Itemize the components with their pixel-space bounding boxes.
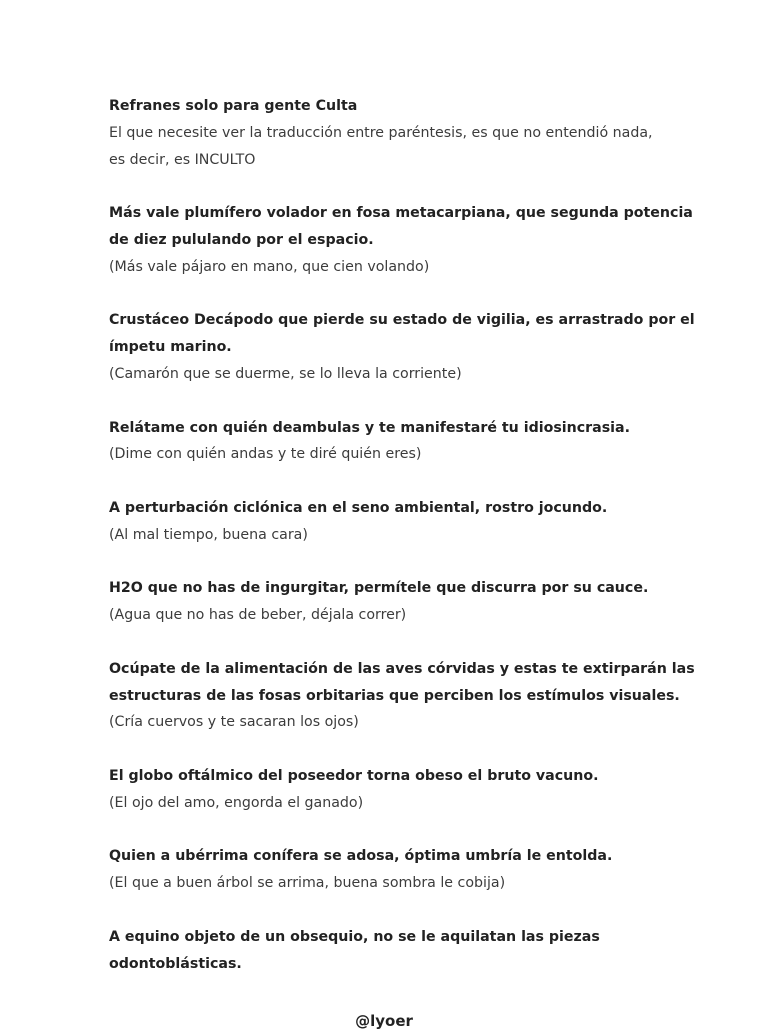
proverb-cultured-line: Relátame con quién deambulas y te manifestaré tu idiosincrasia. [109, 419, 630, 436]
paragraph-gap [109, 281, 669, 308]
proverb-translation: (Cría cuervos y te sacaran los ojos) [109, 714, 359, 731]
document-body [109, 93, 695, 977]
proverb-block [109, 924, 669, 978]
intro-text-line: El que necesite ver la traducción entre paréntesis, es que no entendió nada, [109, 124, 653, 141]
proverb-cultured-line: Más vale plumífero volador en fosa metacarpiana, que segunda potencia [109, 205, 693, 222]
proverb-cultured-line: Crustáceo Decápodo que pierde su estado de vigilia, es arrastrado por el [109, 312, 695, 329]
proverb-translation: (El ojo del amo, engorda el ganado) [109, 794, 364, 811]
paragraph-gap [109, 897, 669, 924]
paragraph-gap [109, 468, 669, 495]
proverb-translation: (Agua que no has de beber, déjala correr) [109, 607, 407, 624]
proverb-cultured-line: odontoblásticas. [109, 955, 242, 972]
proverb-block [109, 763, 669, 817]
proverb-block [109, 575, 669, 629]
proverb-cultured-line: estructuras de las fosas orbitarias que perciben los estímulos visuales. [109, 687, 680, 704]
paragraph-gap [109, 629, 669, 656]
proverb-cultured-line: ímpetu marino. [109, 339, 232, 356]
proverb-cultured-line: H2O que no has de ingurgitar, permítele que discurra por su cauce. [109, 580, 649, 597]
proverb-block [109, 495, 669, 549]
proverb-block [109, 200, 693, 280]
proverb-cultured-line: El globo oftálmico del poseedor torna obeso el bruto vacuno. [109, 767, 599, 784]
paragraph-gap [109, 736, 669, 763]
proverb-translation: (Más vale pájaro en mano, que cien volando) [109, 258, 430, 275]
proverb-cultured-line: Ocúpate de la alimentación de las aves córvidas y estas te extirparán las [109, 660, 695, 677]
proverb-block [109, 656, 695, 736]
proverb-cultured-line: A perturbación ciclónica en el seno ambiental, rostro jocundo. [109, 499, 608, 516]
paragraph-gap [109, 817, 669, 844]
proverb-cultured-line: Quien a ubérrima conífera se adosa, óptima umbría le entolda. [109, 848, 613, 865]
document-title: Refranes solo para gente Culta [109, 98, 358, 114]
proverb-cultured-line: A equino objeto de un obsequio, no se le aquilatan las piezas [109, 928, 600, 945]
paragraph-gap [109, 549, 669, 576]
proverb-translation: (Al mal tiempo, buena cara) [109, 526, 308, 543]
proverb-block [109, 307, 695, 387]
proverb-block [109, 415, 669, 469]
proverb-cultured-line: de diez pululando por el espacio. [109, 231, 374, 248]
proverb-translation: (Camarón que se duerme, se lo lleva la corriente) [109, 365, 462, 382]
author-handle: @lyoer [355, 1012, 413, 1030]
paragraph-gap [109, 173, 669, 200]
proverb-translation: (El que a buen árbol se arrima, buena sombra le cobija) [109, 875, 506, 892]
paragraph-gap [109, 388, 669, 415]
proverb-translation: (Dime con quién andas y te diré quién eres) [109, 446, 422, 463]
proverb-block [109, 843, 669, 897]
intro-text-line: es decir, es INCULTO [109, 151, 256, 168]
